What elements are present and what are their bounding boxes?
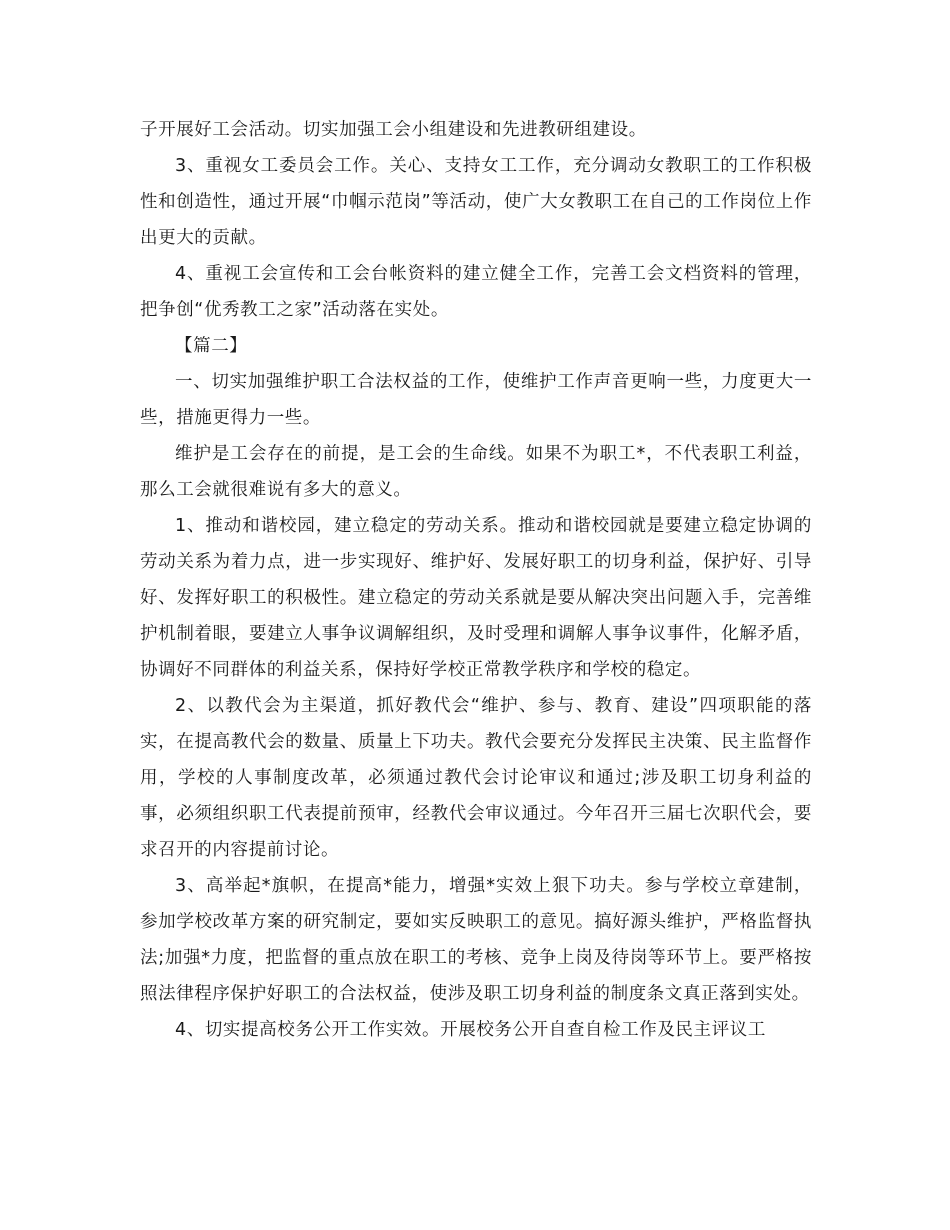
paragraph-9: 4、切实提高校务公开工作实效。开展校务公开自查自检工作及民主评议工	[175, 1020, 766, 1040]
paragraph-6: 1、推动和谐校园，建立稳定的劳动关系。推动和谐校园就是要建立稳定协调的劳动关系为着力点，进一步实现好、维护好、发展好职工的切身利益，保护好、引导好、发挥好职工的积极性。建立稳定的劳动关系就是要从解决突出问题入手，完善维护机制着眼，要建立人事争议调解组织，及时受理和调解人事争议事件，化解矛盾，协调好不同群体的利益关系，保持好学校正常教学秩序和学校的稳定。	[140, 516, 812, 680]
paragraph-2: 3、重视女工委员会工作。关心、支持女工工作，充分调动女教职工的工作积极性和创造性，通过开展“巾帼示范岗”等活动，使广大女教职工在自己的工作岗位上作出更大的贡献。	[140, 156, 812, 248]
paragraph-5: 维护是工会存在的前提，是工会的生命线。如果不为职工*，不代表职工利益，那么工会就很难说有多大的意义。	[140, 444, 812, 500]
paragraph-1: 子开展好工会活动。切实加强工会小组建设和先进教研组建设。	[140, 120, 647, 140]
section-heading: 【篇二】	[175, 336, 248, 356]
paragraph-3: 4、重视工会宣传和工会台帐资料的建立健全工作，完善工会文档资料的管理，把争创“优秀教工之家”活动落在实处。	[140, 264, 812, 320]
document-body	[140, 112, 812, 1048]
paragraph-4: 一、切实加强维护职工合法权益的工作，使维护工作声音更响一些，力度更大一些，措施更得力一些。	[140, 372, 812, 428]
paragraph-7: 2、以教代会为主渠道，抓好教代会“维护、参与、教育、建设”四项职能的落实，在提高教代会的数量、质量上下功夫。教代会要充分发挥民主决策、民主监督作用，学校的人事制度改革，必须通过教代会讨论审议和通过;涉及职工切身利益的事，必须组织职工代表提前预审，经教代会审议通过。今年召开三届七次职代会，要求召开的内容提前讨论。	[140, 696, 812, 860]
paragraph-8: 3、高举起*旗帜，在提高*能力，增强*实效上狠下功夫。参与学校立章建制，参加学校改革方案的研究制定，要如实反映职工的意见。搞好源头维护，严格监督执法;加强*力度，把监督的重点放在职工的考核、竞争上岗及待岗等环节上。要严格按照法律程序保护好职工的合法权益，使涉及职工切身利益的制度条文真正落到实处。	[140, 876, 812, 1004]
